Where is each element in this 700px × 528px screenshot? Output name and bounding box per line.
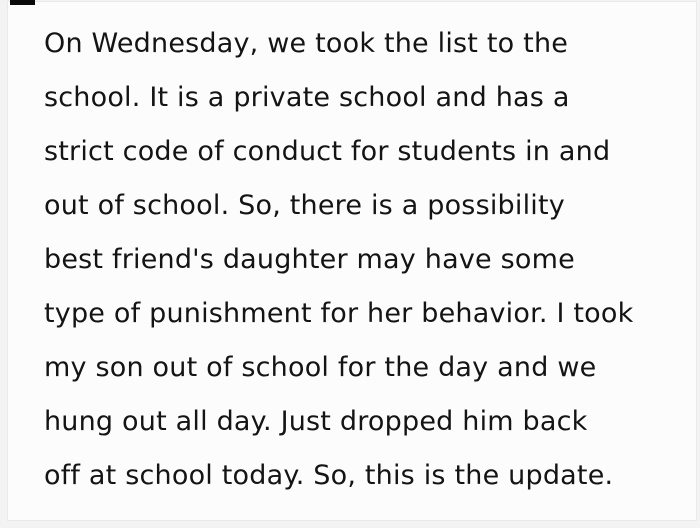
post-text-line: type of punishment for her behavior. I took — [44, 298, 634, 329]
post-text-line: strict code of conduct for students in and — [44, 136, 611, 167]
cropped-top-edge-artifact — [10, 0, 35, 5]
post-text-line: best friend's daughter may have some — [44, 244, 575, 275]
post-text-line: out of school. So, there is a possibility — [44, 190, 565, 221]
post-text-line: off at school today. So, this is the update. — [44, 460, 614, 491]
post-text-line: school. It is a private school and has a — [44, 82, 570, 113]
post-text-line: hung out all day. Just dropped him back — [44, 406, 588, 437]
post-text-line: my son out of school for the day and we — [44, 352, 597, 383]
post-text-panel — [7, 1, 697, 521]
post-text-line: On Wednesday, we took the list to the — [44, 28, 569, 59]
